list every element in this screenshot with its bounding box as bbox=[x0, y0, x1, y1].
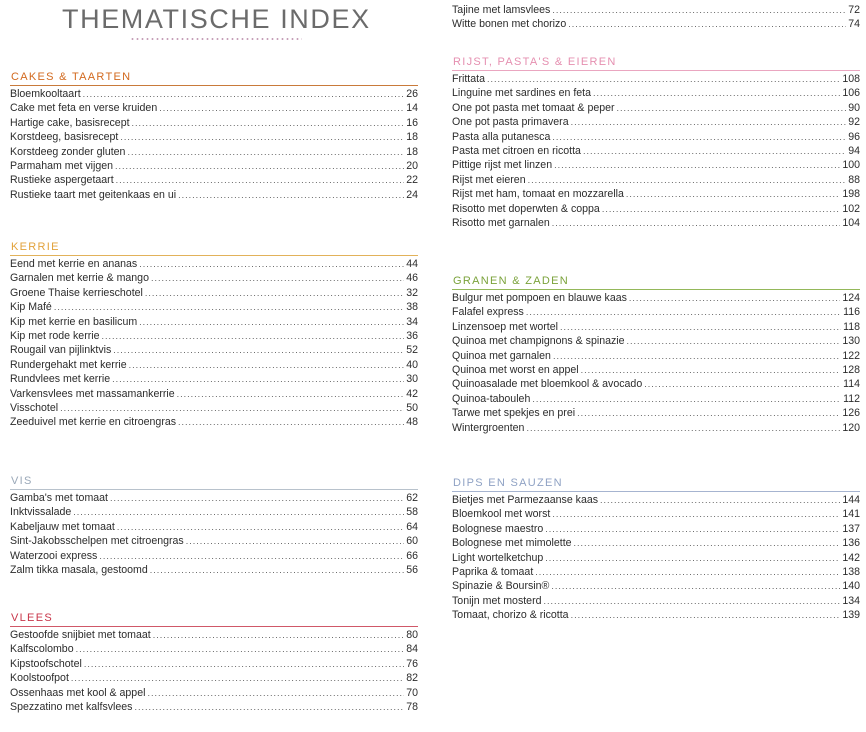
index-entry bbox=[452, 158, 860, 172]
entry-label: Kip Mafé bbox=[10, 301, 52, 314]
entry-label: Kalfscolombo bbox=[10, 643, 74, 656]
entry-label: Frittata bbox=[452, 73, 485, 85]
entry-label: Varkensvlees met massamankerrie bbox=[10, 387, 175, 400]
dot-leader bbox=[532, 392, 841, 406]
dot-leader bbox=[116, 173, 405, 187]
index-entry bbox=[10, 563, 418, 577]
index-entry bbox=[452, 291, 860, 305]
entry-page-number: 122 bbox=[842, 349, 860, 362]
entry-page-number: 124 bbox=[842, 292, 860, 304]
dot-leader bbox=[571, 115, 847, 129]
dot-leader bbox=[102, 329, 405, 343]
entry-page-number: 38 bbox=[406, 301, 418, 314]
dot-leader bbox=[552, 130, 846, 144]
entry-label: One pot pasta met tomaat & peper bbox=[452, 101, 615, 114]
entry-page-number: 72 bbox=[848, 4, 860, 16]
index-entry bbox=[452, 551, 860, 565]
entry-page-number: 30 bbox=[406, 373, 418, 386]
index-entry bbox=[452, 406, 860, 420]
entry-label: Falafel express bbox=[452, 306, 524, 319]
index-entry bbox=[10, 159, 418, 173]
entry-page-number: 138 bbox=[842, 565, 860, 578]
section-heading: VLEES bbox=[10, 611, 418, 627]
section-cakes bbox=[10, 70, 418, 202]
entry-page-number: 26 bbox=[406, 88, 418, 100]
section-vis bbox=[10, 474, 418, 577]
section-granen bbox=[452, 274, 860, 435]
index-entry bbox=[452, 349, 860, 363]
entry-page-number: 44 bbox=[406, 258, 418, 270]
dot-leader bbox=[84, 657, 404, 671]
entry-label: Spezzatino met kalfsvlees bbox=[10, 700, 133, 713]
dot-leader bbox=[145, 286, 404, 300]
section-kerrie bbox=[10, 240, 418, 430]
dot-leader bbox=[644, 377, 841, 391]
dot-leader bbox=[545, 522, 840, 536]
entry-label: Bietjes met Parmezaanse kaas bbox=[452, 494, 599, 506]
dot-leader bbox=[545, 551, 840, 565]
dot-leader bbox=[581, 363, 841, 377]
dot-leader bbox=[147, 686, 404, 700]
dot-leader bbox=[600, 493, 840, 507]
entry-page-number: 84 bbox=[406, 643, 418, 656]
entry-page-number: 114 bbox=[843, 378, 860, 391]
entry-label: Linzensoep met wortel bbox=[452, 320, 558, 333]
entry-page-number: 18 bbox=[406, 145, 418, 158]
entry-label: Cake met feta en verse kruiden bbox=[10, 102, 158, 115]
dot-leader bbox=[127, 145, 404, 159]
entry-label: Garnalen met kerrie & mango bbox=[10, 272, 149, 285]
entry-page-number: 141 bbox=[842, 508, 860, 521]
dot-leader bbox=[113, 343, 404, 357]
entry-label: Tomaat, chorizo & ricotta bbox=[452, 609, 569, 622]
index-entry bbox=[452, 86, 860, 100]
index-entry bbox=[10, 257, 418, 271]
dot-leader bbox=[629, 291, 840, 305]
section-rijst bbox=[452, 55, 860, 230]
dot-leader bbox=[117, 520, 404, 534]
entry-label: Quinoa met garnalen bbox=[452, 349, 551, 362]
dot-leader bbox=[602, 202, 841, 216]
entry-label: Inktvissalade bbox=[10, 506, 72, 519]
entry-label: Gamba's met tomaat bbox=[10, 492, 108, 504]
entry-label: Rijst met eieren bbox=[452, 173, 526, 186]
entry-page-number: 14 bbox=[406, 102, 418, 115]
index-entry bbox=[452, 507, 860, 521]
entry-page-number: 46 bbox=[406, 272, 418, 285]
entry-label: Parmaham met vijgen bbox=[10, 159, 114, 172]
entry-page-number: 106 bbox=[842, 87, 860, 100]
dot-leader bbox=[139, 315, 404, 329]
dot-leader bbox=[99, 549, 404, 563]
entry-page-number: 139 bbox=[842, 609, 860, 622]
dot-leader bbox=[627, 334, 841, 348]
entry-label: Sint-Jakobsschelpen met citroengras bbox=[10, 535, 184, 548]
index-entry bbox=[452, 115, 860, 129]
entry-page-number: 134 bbox=[842, 594, 860, 607]
entry-label: Linguine met sardines en feta bbox=[452, 87, 591, 100]
entry-label: Korstdeeg, basisrecept bbox=[10, 131, 119, 144]
entry-page-number: 198 bbox=[842, 188, 860, 201]
dot-leader bbox=[553, 349, 840, 363]
entry-page-number: 80 bbox=[406, 629, 418, 641]
dot-leader bbox=[112, 372, 404, 386]
dot-leader bbox=[153, 628, 404, 642]
entry-page-number: 78 bbox=[406, 700, 418, 713]
index-entry bbox=[452, 3, 860, 17]
entry-label: Kip met kerrie en basilicum bbox=[10, 315, 138, 328]
entry-page-number: 20 bbox=[406, 159, 418, 172]
index-entry bbox=[10, 401, 418, 415]
entry-label: Rougail van pijlinktvis bbox=[10, 344, 112, 357]
index-entry bbox=[452, 173, 860, 187]
index-entry bbox=[452, 216, 860, 230]
index-entry bbox=[10, 329, 418, 343]
index-entry bbox=[10, 130, 418, 144]
dot-leader bbox=[177, 387, 405, 401]
entry-label: Witte bonen met chorizo bbox=[452, 18, 567, 31]
entry-label: Quinoa met worst en appel bbox=[452, 363, 579, 376]
entry-page-number: 116 bbox=[843, 306, 860, 319]
section-heading: CAKES & TAARTEN bbox=[10, 70, 418, 86]
section-heading: RIJST, PASTA'S & EIEREN bbox=[452, 55, 860, 71]
entry-page-number: 52 bbox=[406, 344, 418, 357]
index-entry bbox=[10, 300, 418, 314]
index-entry bbox=[452, 144, 860, 158]
entry-page-number: 137 bbox=[842, 522, 860, 535]
index-entry bbox=[452, 334, 860, 348]
entry-label: Bulgur met pompoen en blauwe kaas bbox=[452, 292, 627, 304]
index-entry bbox=[10, 116, 418, 130]
entry-page-number: 70 bbox=[406, 686, 418, 699]
entry-page-number: 82 bbox=[406, 672, 418, 685]
dot-leader bbox=[54, 300, 404, 314]
entry-label: Kabeljauw met tomaat bbox=[10, 520, 115, 533]
entry-page-number: 16 bbox=[406, 116, 418, 129]
entry-page-number: 108 bbox=[842, 73, 860, 85]
dot-leader bbox=[552, 216, 841, 230]
entry-label: Quinoasalade met bloemkool & avocado bbox=[452, 378, 643, 391]
index-entry bbox=[10, 628, 418, 642]
index-entry bbox=[10, 173, 418, 187]
dot-leader bbox=[526, 305, 841, 319]
entry-label: Ossenhaas met kool & appel bbox=[10, 686, 146, 699]
entry-label: Waterzooi express bbox=[10, 549, 98, 562]
entry-label: One pot pasta primavera bbox=[452, 116, 569, 129]
entry-label: Quinoa met champignons & spinazie bbox=[452, 335, 625, 348]
dot-leader bbox=[574, 536, 841, 550]
section-vlees bbox=[10, 611, 418, 714]
dot-leader bbox=[544, 594, 841, 608]
index-entry bbox=[452, 392, 860, 406]
entry-label: Pasta alla putanesca bbox=[452, 130, 551, 143]
entry-page-number: 62 bbox=[406, 492, 418, 504]
index-entry bbox=[452, 187, 860, 201]
index-entry bbox=[452, 72, 860, 86]
entry-page-number: 112 bbox=[843, 392, 860, 405]
entry-page-number: 34 bbox=[406, 315, 418, 328]
section-dips bbox=[452, 476, 860, 623]
entry-page-number: 40 bbox=[406, 358, 418, 371]
index-entry bbox=[452, 377, 860, 391]
dot-leader bbox=[132, 116, 405, 130]
entry-page-number: 42 bbox=[406, 387, 418, 400]
dot-leader bbox=[115, 159, 404, 173]
entry-label: Zalm tikka masala, gestoomd bbox=[10, 563, 148, 576]
index-entry bbox=[10, 271, 418, 285]
dot-leader bbox=[186, 534, 404, 548]
dot-leader bbox=[60, 401, 404, 415]
dot-leader bbox=[626, 187, 840, 201]
index-entry bbox=[10, 642, 418, 656]
dot-leader bbox=[129, 358, 405, 372]
index-entry bbox=[10, 534, 418, 548]
entry-label: Groene Thaise kerrieschotel bbox=[10, 286, 143, 299]
entry-label: Visschotel bbox=[10, 401, 59, 414]
entry-page-number: 48 bbox=[406, 416, 418, 429]
dot-leader bbox=[593, 86, 840, 100]
dot-leader bbox=[577, 406, 840, 420]
dot-leader bbox=[71, 671, 404, 685]
dot-leader bbox=[552, 507, 840, 521]
entry-label: Koolstoofpot bbox=[10, 672, 69, 685]
entry-page-number: 88 bbox=[848, 173, 860, 186]
entry-label: Bloemkooltaart bbox=[10, 88, 81, 100]
dot-leader bbox=[178, 188, 404, 202]
entry-page-number: 96 bbox=[848, 130, 860, 143]
entry-page-number: 142 bbox=[842, 551, 860, 564]
dot-leader bbox=[151, 271, 404, 285]
entry-page-number: 36 bbox=[406, 329, 418, 342]
entry-page-number: 50 bbox=[406, 401, 418, 414]
entry-label: Rustieke aspergetaart bbox=[10, 174, 114, 187]
index-entry bbox=[10, 188, 418, 202]
dot-leader bbox=[535, 565, 840, 579]
index-entry bbox=[10, 520, 418, 534]
entry-page-number: 136 bbox=[842, 537, 860, 550]
entry-label: Rundergehakt met kerrie bbox=[10, 358, 127, 371]
index-entry bbox=[10, 315, 418, 329]
entry-page-number: 74 bbox=[848, 18, 860, 31]
index-entry bbox=[10, 686, 418, 700]
index-entry bbox=[10, 415, 418, 429]
entry-page-number: 64 bbox=[406, 520, 418, 533]
dot-leader bbox=[159, 101, 404, 115]
entry-page-number: 100 bbox=[842, 159, 860, 172]
entry-label: Rijst met ham, tomaat en mozzarella bbox=[452, 188, 624, 201]
section-heading: DIPS EN SAUZEN bbox=[452, 476, 860, 492]
index-entry bbox=[10, 387, 418, 401]
entry-label: Risotto met garnalen bbox=[452, 216, 550, 229]
index-entry bbox=[452, 536, 860, 550]
index-entry bbox=[10, 358, 418, 372]
entry-label: Kip met rode kerrie bbox=[10, 329, 100, 342]
index-entry bbox=[10, 145, 418, 159]
entry-page-number: 60 bbox=[406, 535, 418, 548]
entry-label: Paprika & tomaat bbox=[452, 565, 534, 578]
index-entry bbox=[10, 657, 418, 671]
entry-page-number: 118 bbox=[843, 320, 860, 333]
dot-leader bbox=[528, 173, 847, 187]
entry-page-number: 126 bbox=[842, 407, 860, 420]
index-entry bbox=[452, 594, 860, 608]
entry-page-number: 92 bbox=[848, 116, 860, 129]
index-entry bbox=[452, 565, 860, 579]
index-entry bbox=[10, 671, 418, 685]
entry-page-number: 120 bbox=[842, 421, 860, 434]
dot-leader bbox=[134, 700, 404, 714]
entry-page-number: 22 bbox=[406, 174, 418, 187]
index-entry bbox=[452, 320, 860, 334]
dot-leader bbox=[554, 158, 840, 172]
entry-label: Korstdeeg zonder gluten bbox=[10, 145, 126, 158]
entry-page-number: 144 bbox=[842, 494, 860, 506]
dot-leader bbox=[568, 17, 846, 31]
entry-label: Pasta met citroen en ricotta bbox=[452, 144, 581, 157]
entry-label: Kipstoofschotel bbox=[10, 657, 82, 670]
entry-label: Gestoofde snijbiet met tomaat bbox=[10, 629, 151, 641]
entry-label: Risotto met doperwten & coppa bbox=[452, 202, 600, 215]
entry-label: Tajine met lamsvlees bbox=[452, 4, 551, 16]
dot-leader bbox=[617, 101, 847, 115]
index-entry bbox=[10, 343, 418, 357]
index-entry bbox=[10, 87, 418, 101]
entry-label: Spinazie & Boursin® bbox=[452, 580, 550, 593]
entry-label: Bloemkool met worst bbox=[452, 508, 551, 521]
entry-page-number: 32 bbox=[406, 286, 418, 299]
dot-leader bbox=[76, 642, 405, 656]
index-entry bbox=[452, 522, 860, 536]
entry-label: Wintergroenten bbox=[452, 421, 525, 434]
dot-leader bbox=[178, 415, 404, 429]
entry-page-number: 76 bbox=[406, 657, 418, 670]
entry-page-number: 58 bbox=[406, 506, 418, 519]
dot-leader bbox=[73, 505, 404, 519]
dot-leader bbox=[120, 130, 404, 144]
index-entry bbox=[452, 202, 860, 216]
dot-leader bbox=[487, 72, 840, 86]
dot-leader bbox=[583, 144, 846, 158]
section-heading: GRANEN & ZADEN bbox=[452, 274, 860, 290]
page-title: THEMATISCHE INDEX bbox=[62, 4, 371, 34]
entry-page-number: 24 bbox=[406, 188, 418, 201]
index-entry bbox=[10, 286, 418, 300]
dot-leader bbox=[110, 491, 404, 505]
entry-page-number: 104 bbox=[842, 216, 860, 229]
entry-label: Tonijn met mosterd bbox=[452, 594, 542, 607]
index-entry bbox=[452, 421, 860, 435]
entry-page-number: 94 bbox=[848, 144, 860, 157]
index-entry bbox=[452, 305, 860, 319]
entry-page-number: 128 bbox=[842, 363, 860, 376]
entry-page-number: 18 bbox=[406, 131, 418, 144]
dot-leader bbox=[551, 579, 840, 593]
index-entry bbox=[452, 608, 860, 622]
index-entry bbox=[452, 130, 860, 144]
index-entry bbox=[10, 700, 418, 714]
index-entry bbox=[452, 493, 860, 507]
entry-page-number: 140 bbox=[842, 580, 860, 593]
section-heading: KERRIE bbox=[10, 240, 418, 256]
section-heading: VIS bbox=[10, 474, 418, 490]
index-entry bbox=[10, 505, 418, 519]
entry-label: Pittige rijst met linzen bbox=[452, 159, 553, 172]
dot-leader bbox=[552, 3, 846, 17]
entry-label: Hartige cake, basisrecept bbox=[10, 116, 130, 129]
entry-label: Eend met kerrie en ananas bbox=[10, 258, 138, 270]
entry-label: Rustieke taart met geitenkaas en ui bbox=[10, 188, 177, 201]
entry-label: Zeeduivel met kerrie en citroengras bbox=[10, 416, 177, 429]
entry-page-number: 130 bbox=[842, 335, 860, 348]
entry-label: Rundvlees met kerrie bbox=[10, 373, 111, 386]
entry-page-number: 66 bbox=[406, 549, 418, 562]
index-entry bbox=[10, 491, 418, 505]
entry-label: Bolognese maestro bbox=[452, 522, 544, 535]
entry-label: Tarwe met spekjes en prei bbox=[452, 407, 576, 420]
dot-leader bbox=[571, 608, 841, 622]
entry-page-number: 90 bbox=[848, 101, 860, 114]
dot-leader bbox=[139, 257, 404, 271]
dot-leader bbox=[150, 563, 404, 577]
dot-leader bbox=[560, 320, 841, 334]
index-entry bbox=[10, 101, 418, 115]
dot-leader bbox=[526, 421, 840, 435]
index-entry bbox=[452, 101, 860, 115]
index-entry bbox=[452, 363, 860, 377]
index-entry bbox=[10, 372, 418, 386]
index-entry bbox=[452, 579, 860, 593]
section-vlees-continued bbox=[452, 3, 860, 32]
index-entry bbox=[10, 549, 418, 563]
entry-label: Quinoa-tabouleh bbox=[452, 392, 531, 405]
entry-label: Bolognese met mimolette bbox=[452, 537, 572, 550]
entry-label: Light wortelketchup bbox=[452, 551, 544, 564]
entry-page-number: 56 bbox=[406, 563, 418, 576]
index-entry bbox=[452, 17, 860, 31]
entry-page-number: 102 bbox=[842, 202, 860, 215]
title-divider bbox=[130, 38, 302, 40]
dot-leader bbox=[83, 87, 405, 101]
